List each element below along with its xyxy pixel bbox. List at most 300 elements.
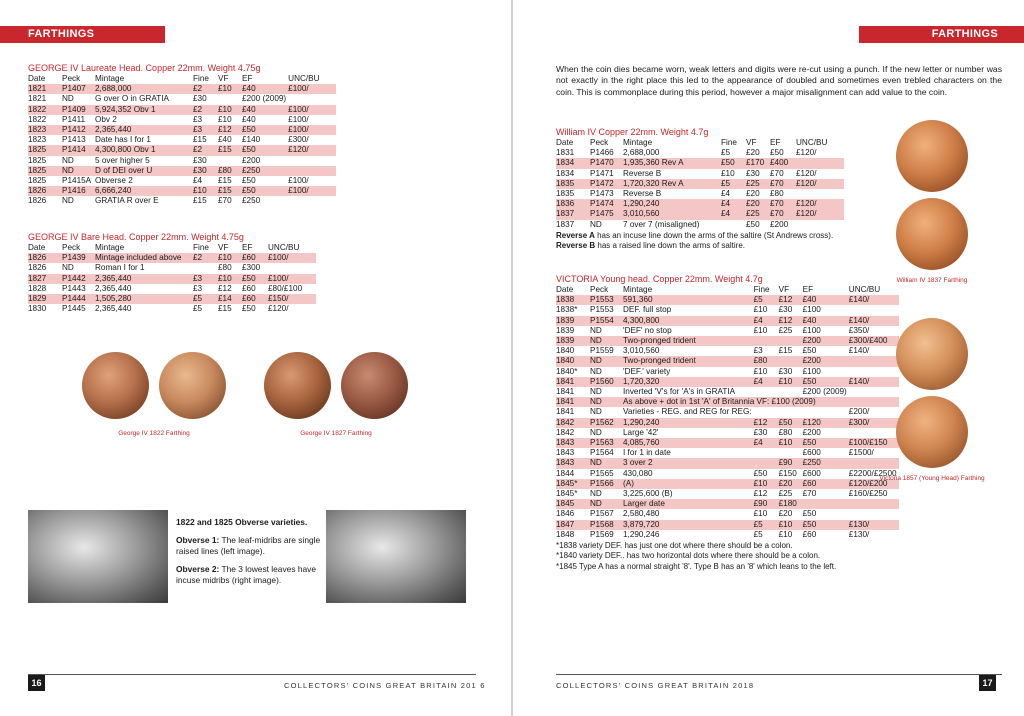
table-cell: £120/£200 <box>849 479 899 489</box>
table-cell: P1562 <box>590 418 623 428</box>
table-cell: £140 <box>242 135 261 145</box>
table-row <box>556 397 899 407</box>
table-cell: £100 <box>802 325 821 335</box>
table-row <box>28 145 336 155</box>
table-cell: £30 <box>746 168 760 178</box>
table-cell: 1821 <box>28 84 62 94</box>
column-header: UNC/BU <box>796 138 828 147</box>
table-row <box>28 253 316 263</box>
table-cell <box>779 387 803 397</box>
table-cell: £20 <box>746 148 760 158</box>
table-row <box>556 346 899 356</box>
table-cell: £60 <box>803 479 849 489</box>
table-cell: £200 <box>802 427 821 437</box>
variety-notes <box>176 517 321 593</box>
table-row <box>556 367 899 377</box>
reverse-b-label: Reverse B <box>556 241 596 251</box>
table-cell: 1826 <box>28 263 47 273</box>
table-row <box>28 125 336 135</box>
coin-victoria-obverse <box>896 318 968 390</box>
table-cell: £70 <box>802 489 817 499</box>
table-cell: £80 <box>770 189 784 199</box>
table-cell: ND <box>62 263 74 273</box>
table-cell: £250 <box>242 166 288 176</box>
table-cell: 1843 <box>556 438 590 448</box>
table-cell: P1466 <box>590 148 614 158</box>
table-cell: £140/ <box>849 295 899 305</box>
table-cell: £50 <box>753 468 768 478</box>
table-cell: £70 <box>770 209 796 219</box>
table-cell: £200 <box>803 336 849 346</box>
table-row <box>28 274 316 284</box>
table-cell: £40 <box>218 135 232 145</box>
table-cell <box>754 387 779 397</box>
table-cell: £70 <box>770 168 784 178</box>
table-cell: £200 <box>803 356 849 366</box>
coin-table <box>556 138 844 230</box>
table-row <box>28 263 316 273</box>
table-cell <box>288 166 336 176</box>
table-cell <box>796 158 844 168</box>
table-cell: £140/ <box>849 316 899 326</box>
table-cell: £50 <box>803 377 849 387</box>
obverse-1-text: The leaf-midribs are single raised lines (left image). <box>176 535 321 556</box>
table-cell: £50 <box>802 346 817 356</box>
coin-george-iv-1822-obverse <box>82 352 149 419</box>
table-cell: ND <box>590 219 602 229</box>
table-cell: 1836 <box>556 199 590 209</box>
table-cell: £30 <box>193 94 207 104</box>
table-cell: P1567 <box>590 509 614 519</box>
table-cell: £40 <box>242 105 288 115</box>
table-cell: £50 <box>242 186 288 196</box>
table-cell <box>779 407 803 417</box>
table-cell: 1841 <box>556 407 575 417</box>
reverse-notes <box>556 231 844 252</box>
column-header: Fine <box>721 138 737 147</box>
coin-george-iv-1822-reverse <box>159 352 226 419</box>
table-cell: 5 over higher 5 <box>95 155 150 165</box>
page-number: 17 <box>979 675 996 691</box>
table-cell: 2,365,440 <box>95 304 132 314</box>
table-cell <box>849 428 899 438</box>
table-cell: 1823 <box>28 125 62 135</box>
table-cell: £50 <box>242 304 256 314</box>
table-cell: £200 (2009) <box>242 94 287 104</box>
table-cell: 1,505,280 <box>95 294 193 304</box>
table-cell <box>268 263 316 273</box>
table-cell: £50 <box>803 438 849 448</box>
table-cell: £50 <box>803 520 849 530</box>
table-cell: Roman I for 1 <box>95 263 145 273</box>
table-cell: Two-pronged trident <box>623 356 754 366</box>
footer-rule <box>556 674 1002 675</box>
table-cell: P1409 <box>62 105 95 115</box>
table-cell: £25 <box>746 209 770 219</box>
column-header: Date <box>28 243 46 252</box>
table-cell: 1839 <box>556 336 590 346</box>
table-cell: £80/£100 <box>268 283 303 293</box>
table-cell: 1843 <box>556 448 575 458</box>
note-line: *1845 Type A has a normal straight '8'. Type B has an '8' which leans to the left. <box>556 561 837 571</box>
table-cell: £120/ <box>288 145 336 155</box>
table-cell: ND <box>590 356 623 366</box>
left-page <box>0 0 511 716</box>
table-row <box>556 158 844 168</box>
column-header: UNC/BU <box>848 285 881 294</box>
table-cell: £100/ <box>288 105 336 115</box>
table-row <box>28 84 336 94</box>
table-cell: 1845 <box>556 499 590 509</box>
table-row <box>556 377 899 387</box>
table-cell: £1500/ <box>848 448 874 458</box>
table-header <box>556 138 844 148</box>
coin-william-iv-reverse <box>896 198 968 270</box>
table-row <box>556 169 844 179</box>
table-cell: ND <box>590 336 623 346</box>
table-cell: £150/ <box>268 294 316 304</box>
table-cell: £50 <box>242 125 288 135</box>
table-cell: £400 <box>770 158 796 168</box>
table-cell: £12 <box>779 295 803 305</box>
column-header: UNC/BU <box>268 243 300 252</box>
column-header: Peck <box>590 138 609 147</box>
table-cell: 1826 <box>28 253 62 263</box>
table-cell: £140/ <box>848 346 870 356</box>
table-cell: £120/ <box>796 168 817 178</box>
table-cell: 1834 <box>556 158 590 168</box>
table-cell: 3,879,720 <box>623 520 754 530</box>
table-cell: 1822 <box>28 114 47 124</box>
reverse-b-text: has a raised line down the arms of saltire. <box>595 241 745 251</box>
table-cell: £80 <box>754 356 779 366</box>
table-cell: 1825 <box>28 155 47 165</box>
bare-section <box>28 232 316 314</box>
table-cell: Date has I for 1 <box>95 135 151 145</box>
table-cell: P1439 <box>62 253 95 263</box>
table-cell: £50 <box>770 148 784 158</box>
table-cell: 2,365,440 <box>95 125 193 135</box>
table-cell: £200 <box>242 155 261 165</box>
table-cell: P1475 <box>590 209 623 219</box>
table-cell: 2,688,000 <box>623 148 660 158</box>
table-cell: £160/£250 <box>848 489 888 499</box>
table-cell: 1826 <box>28 186 62 196</box>
table-cell: £300 <box>242 263 261 273</box>
table-row <box>28 176 336 186</box>
table-cell: £4 <box>721 209 746 219</box>
table-cell: £50 <box>746 219 760 229</box>
table-cell: £100 <box>802 305 821 315</box>
table-cell: £40 <box>242 114 256 124</box>
table-row <box>556 179 844 189</box>
table-cell: £90 <box>779 458 803 468</box>
table-cell: 2,365,440 <box>95 283 132 293</box>
table-cell <box>779 448 803 458</box>
table-row <box>28 284 316 294</box>
table-cell: £10 <box>218 274 242 284</box>
table-cell: Reverse B <box>623 189 662 199</box>
table-cell: ND <box>590 366 602 376</box>
table-row <box>556 356 899 366</box>
table-cell: £50 <box>721 158 746 168</box>
footer-rule <box>28 674 476 675</box>
table-cell: £70 <box>218 196 232 206</box>
section-banner: FARTHINGS <box>0 26 165 43</box>
table-cell <box>721 220 746 230</box>
coin-caption: George IV 1827 Farthing <box>300 430 372 437</box>
table-cell <box>754 336 779 346</box>
table-cell: 1830 <box>28 304 47 314</box>
table-cell: £100/ <box>288 125 336 135</box>
table-cell: ND <box>590 407 602 417</box>
table-cell: £100/ <box>268 274 316 284</box>
table-row <box>28 304 316 314</box>
table-cell: £90 <box>754 499 779 509</box>
table-cell: 1,720,320 Rev A <box>623 179 721 189</box>
column-header: EF <box>242 74 253 83</box>
column-header: Mintage <box>623 285 653 294</box>
table-cell: £4 <box>721 189 731 199</box>
table-cell: P1444 <box>62 294 95 304</box>
table-cell: GRATIA R over E <box>95 196 159 206</box>
coin-caption: Victoria 1857 (Young Head) Farthing <box>879 475 985 482</box>
table-row <box>556 209 844 219</box>
table-cell: G over O in GRATIA <box>95 94 170 104</box>
coin-victoria-reverse <box>896 396 968 468</box>
table-cell: £10 <box>753 325 768 335</box>
table-cell: 1834 <box>556 168 575 178</box>
table-cell: £100/ <box>288 186 336 196</box>
column-header: EF <box>242 243 253 252</box>
table-cell: £100/ <box>268 253 316 263</box>
table-cell: P1568 <box>590 520 623 530</box>
table-cell: 1,935,360 Rev A <box>623 158 721 168</box>
table-cell: £15 <box>193 196 207 206</box>
table-cell: 3,010,560 <box>623 209 721 219</box>
table-row <box>28 135 336 145</box>
table-cell: £50 <box>802 509 817 519</box>
table-cell: 1829 <box>28 294 62 304</box>
obverse-2-label: Obverse 2: <box>176 564 220 574</box>
table-cell: 1822 <box>28 105 62 115</box>
table-cell: P1412 <box>62 125 95 135</box>
table-cell: P1470 <box>590 158 623 168</box>
table-cell: P1442 <box>62 274 95 284</box>
table-cell: P1569 <box>590 529 614 539</box>
table-cell: P1474 <box>590 199 623 209</box>
table-cell: Large '42' <box>623 427 659 437</box>
reverse-a-label: Reverse A <box>556 230 595 240</box>
table-cell: £100/ <box>288 176 309 186</box>
table-cell: £600 <box>802 448 821 458</box>
table-row <box>556 326 899 336</box>
table-row <box>556 428 899 438</box>
section-title: GEORGE IV Laureate Head. Copper 22mm. Weight 4.75g <box>28 63 261 73</box>
table-cell: £30 <box>753 427 768 437</box>
table-cell <box>796 220 844 230</box>
section-title: William IV Copper 22mm. Weight 4.7g <box>556 127 709 137</box>
table-cell: P1411 <box>62 114 86 124</box>
table-cell: £2 <box>193 105 218 115</box>
table-row <box>28 294 316 304</box>
table-cell: Obverse 2 <box>95 176 133 186</box>
table-cell: £10 <box>779 520 803 530</box>
column-header: Fine <box>753 285 770 294</box>
column-header: Mintage <box>95 243 125 252</box>
table-cell: £300/£400 <box>849 336 899 346</box>
table-row <box>556 448 899 458</box>
coin-caption: George IV 1822 Farthing <box>118 430 190 437</box>
table-cell: 1848 <box>556 529 575 539</box>
column-header: Peck <box>62 74 81 83</box>
table-cell: £180 <box>779 499 803 509</box>
table-cell <box>849 458 899 468</box>
table-cell: £10 <box>778 529 793 539</box>
table-cell: £10 <box>218 105 242 115</box>
table-cell: 1843 <box>556 458 590 468</box>
table-row <box>556 220 844 230</box>
table-cell <box>779 356 803 366</box>
table-cell: £140/ <box>849 377 899 387</box>
table-cell: £30 <box>778 366 793 376</box>
table-row <box>556 418 899 428</box>
table-cell: 1827 <box>28 274 62 284</box>
column-header: Fine <box>193 243 209 252</box>
column-header: Mintage <box>623 138 653 147</box>
table-cell: 1846 <box>556 509 575 519</box>
table-header <box>28 74 336 84</box>
table-cell: 1825 <box>28 176 47 186</box>
table-cell: £200 (2009) <box>802 387 847 397</box>
table-cell: P1553 <box>590 295 623 305</box>
table-cell: £120/ <box>268 304 289 314</box>
table-cell: £12 <box>779 316 803 326</box>
table-cell: P1414 <box>62 145 95 155</box>
coin-table <box>556 285 899 540</box>
table-cell: £4 <box>193 176 203 186</box>
table-cell: £15 <box>778 346 793 356</box>
table-cell: 3,010,560 <box>623 346 660 356</box>
obverse-2-text: The 3 lowest leaves have incuse midribs (right image). <box>176 564 316 585</box>
table-cell: 2,688,000 <box>95 84 193 94</box>
table-cell: ND <box>590 458 623 468</box>
column-header: Date <box>556 285 574 294</box>
table-cell: £14 <box>218 294 242 304</box>
table-cell: £20 <box>778 509 793 519</box>
section-title: VICTORIA Young head. Copper 22mm. Weight 4.7g <box>556 274 763 284</box>
table-cell: £5 <box>753 529 763 539</box>
table-cell: P1407 <box>62 84 95 94</box>
table-cell: P1563 <box>590 438 623 448</box>
table-cell: P1564 <box>590 448 614 458</box>
table-cell: £12 <box>754 418 779 428</box>
table-cell <box>779 336 803 346</box>
reverse-a-text: has an incuse line down the arms of the saltire (St Andrews cross). <box>594 230 834 240</box>
table-cell: £100 <box>802 366 821 376</box>
table-header <box>556 285 899 295</box>
table-cell <box>849 499 899 509</box>
page-number: 16 <box>28 675 45 691</box>
table-cell: 1831 <box>556 148 575 158</box>
table-row <box>28 105 336 115</box>
table-cell: £10 <box>218 253 242 263</box>
table-cell: £120/ <box>796 209 844 219</box>
table-cell: P1472 <box>590 179 623 189</box>
table-cell: Larger date <box>623 499 754 509</box>
table-cell: £40 <box>803 295 849 305</box>
table-cell: £5 <box>754 520 779 530</box>
table-cell: £40 <box>803 316 849 326</box>
table-cell: 1841 <box>556 377 590 387</box>
table-cell: £2 <box>193 253 218 263</box>
table-cell: 4,300,800 Obv 1 <box>95 145 193 155</box>
table-cell: ND <box>62 155 74 165</box>
table-cell: £12 <box>753 489 768 499</box>
table-cell: Varieties - REG. and REG for REG: <box>623 407 752 417</box>
table-cell: £10 <box>753 509 768 519</box>
table-cell: £5 <box>193 294 218 304</box>
table-cell: Reverse B <box>623 168 662 178</box>
table-cell: 1838 <box>556 295 590 305</box>
table-cell: 1841 <box>556 397 590 407</box>
table-row <box>556 489 899 499</box>
table-cell <box>803 407 849 417</box>
table-cell <box>218 156 242 166</box>
table-row <box>28 186 336 196</box>
table-cell: £80 <box>218 166 242 176</box>
table-cell: P1473 <box>590 189 614 199</box>
table-row <box>556 189 844 199</box>
table-cell: As above + dot in 1st 'A' of Britannia VF: £100 (2009) <box>623 397 899 407</box>
table-cell: P1471 <box>590 168 614 178</box>
table-cell: £2 <box>193 84 218 94</box>
table-cell: 'DEF.' variety <box>623 366 671 376</box>
note-line: *1840 variety DEF.. has two horizontal dots where there should be a colon. <box>556 551 821 561</box>
table-cell: Two-pronged trident <box>623 336 754 346</box>
table-cell: ND <box>590 325 602 335</box>
table-cell: £15 <box>218 176 232 186</box>
table-cell: £3 <box>753 346 763 356</box>
table-cell: P1416 <box>62 186 95 196</box>
table-cell: P1554 <box>590 316 623 326</box>
table-cell <box>193 263 218 273</box>
column-header: VF <box>218 243 229 252</box>
table-cell <box>849 356 899 366</box>
column-header: VF <box>218 74 229 83</box>
table-cell <box>288 156 336 166</box>
table-cell: 1839 <box>556 316 590 326</box>
table-row <box>556 438 899 448</box>
table-cell: 1,290,246 <box>623 529 660 539</box>
table-cell: £60 <box>242 253 268 263</box>
table-cell: Obv 2 <box>95 114 117 124</box>
table-cell: £4 <box>754 377 779 387</box>
table-cell: £10 <box>218 84 242 94</box>
column-header: VF <box>746 138 757 147</box>
table-cell: P1560 <box>590 377 623 387</box>
table-cell: £10 <box>779 438 803 448</box>
table-row <box>556 520 899 530</box>
column-header: Date <box>28 74 46 83</box>
table-cell: £80 <box>778 427 793 437</box>
table-cell: £60 <box>802 529 817 539</box>
table-cell: £10 <box>721 168 735 178</box>
column-header: UNC/BU <box>288 74 320 83</box>
table-cell: £200 <box>770 219 789 229</box>
table-cell: £12 <box>218 283 232 293</box>
table-cell: ND <box>590 387 602 397</box>
